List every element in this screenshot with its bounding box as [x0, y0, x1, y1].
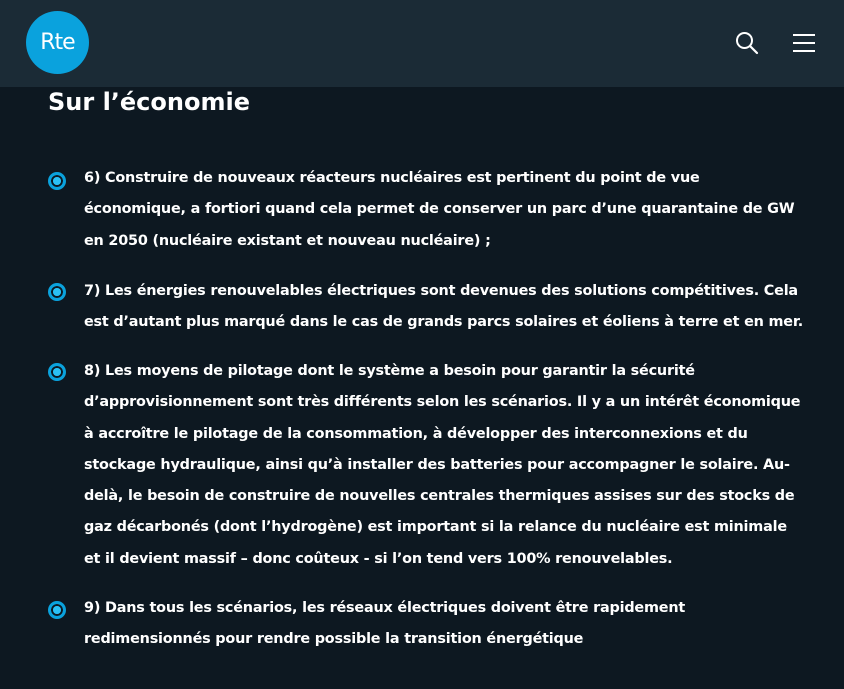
logo-text: Rte — [40, 30, 75, 55]
search-icon — [734, 30, 760, 56]
hamburger-menu-icon — [792, 32, 816, 54]
bullet-icon — [48, 601, 66, 619]
search-button[interactable] — [734, 30, 760, 56]
bullet-icon — [48, 363, 66, 381]
section-title: Sur l’économie — [48, 88, 250, 116]
rte-logo[interactable] — [26, 11, 89, 74]
list-item-text: 8) Les moyens de pilotage dont le système a besoin pour garantir la sécurité d’approvisionnement sont très différents selon les scénarios. Il y a un intérêt économique à accroître le pilotage de la consommation, à développer des interconnexions et du stockage hydraulique, ainsi qu’à installer des batteries pour accompagner le solaire. Au-delà, le besoin de construire de nouvelles centrales thermiques assises sur des stocks de gaz décarbonés (dont l’hydrogène) est important si la relance du nucléaire est minimale et il devient massif – donc coûteux - si l’on tend vers 100% renouvelables. — [84, 363, 801, 567]
list-item-text: 6) Construire de nouveaux réacteurs nucléaires est pertinent du point de vue économique, a fortiori quand cela permet de conserver un parc d’une quarantaine de GW en 2050 (nucléaire existant et nouveau nucléaire) ; — [84, 170, 795, 249]
menu-button[interactable] — [792, 32, 816, 54]
site-header — [0, 0, 844, 87]
list-item-text: 7) Les énergies renouvelables électriques sont devenues des solutions compétitives. Cela est d’autant plus marqué dans le cas de grands parcs solaires et éoliens à terre et en mer. — [84, 283, 803, 331]
list-item-text: 9) Dans tous les scénarios, les réseaux électriques doivent être rapidement redimensionnés pour rendre possible la transition énergétique — [84, 600, 686, 648]
bullet-icon — [48, 172, 66, 190]
bullet-icon — [48, 283, 66, 301]
